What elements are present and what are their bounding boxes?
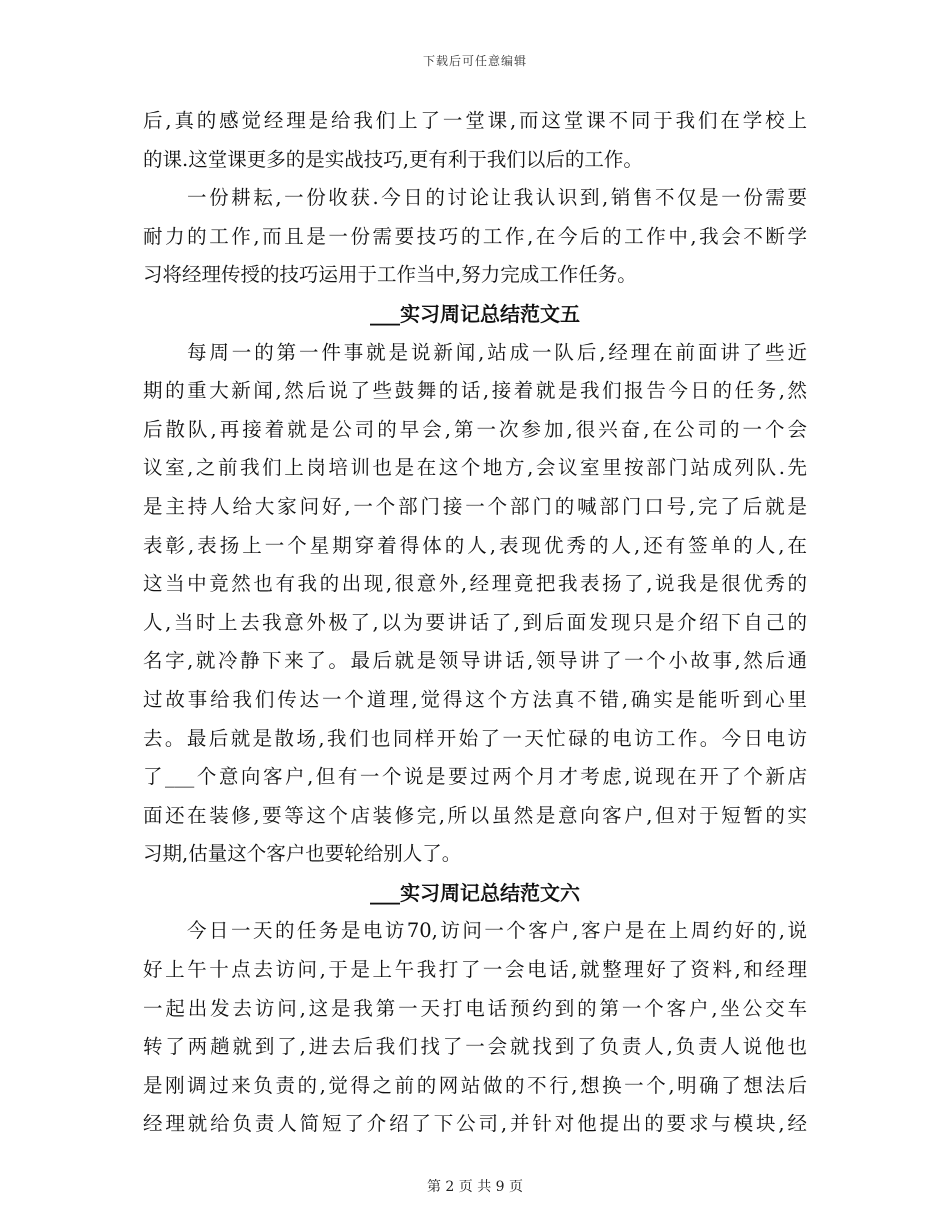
text-line: 了___个意向客户,但有一个说是要过两个月才考虑,说现在开了个新店	[143, 765, 807, 789]
page-number: 第 2 页 共 9 页	[426, 1179, 524, 1195]
text-line: 一起出发去访问,这是我第一天打电话预约到的第一个客户,坐公交车	[143, 996, 807, 1020]
document-body	[143, 102, 807, 1144]
text-line: 期的重大新闻,然后说了些鼓舞的话,接着就是我们报告今日的任务,然	[143, 379, 807, 403]
text-line: 这当中竟然也有我的出现,很意外,经理竟把我表扬了,说我是很优秀的	[143, 572, 807, 596]
page-header: 下载后可任意编辑	[422, 54, 527, 68]
text-line: 后,真的感觉经理是给我们上了一堂课,而这堂课不同于我们在学校上	[143, 109, 807, 132]
text-line: 后散队,再接着就是公司的早会,第一次参加,很兴奋,在公司的一个会	[143, 417, 807, 441]
text-line: 今日一天的任务是电访70,访问一个客户,客户是在上周约好的,说	[187, 919, 807, 943]
section-heading: ___实习周记总结范文六	[370, 880, 580, 905]
text-line: 每周一的第一件事就是说新闻,站成一队后,经理在前面讲了些近	[187, 340, 807, 364]
text-line: 去。最后就是散场,我们也同样开始了一天忙碌的电访工作。今日电访	[143, 726, 807, 750]
text-line: 名字,就冷静下来了。最后就是领导讲话,领导讲了一个小故事,然后通	[143, 649, 807, 673]
text-line: 议室,之前我们上岗培训也是在这个地方,会议室里按部门站成列队.先	[143, 456, 807, 480]
text-line: 的课.这堂课更多的是实战技巧,更有利于我们以后的工作。	[143, 147, 643, 171]
text-line: 人,当时上去我意外极了,以为要讲话了,到后面发现只是介绍下自己的	[143, 610, 807, 634]
text-line: 好上午十点去访问,于是上午我打了一会电话,就整理好了资料,和经理	[143, 958, 807, 982]
text-line: 习期,估量这个客户也要轮给别人了。	[143, 842, 462, 866]
text-line: 过故事给我们传达一个道理,觉得这个方法真不错,确实是能听到心里	[143, 687, 807, 711]
text-line: 是刚调过来负责的,觉得之前的网站做的不行,想换一个,明确了想法后	[143, 1073, 807, 1097]
text-line: 面还在装修,要等这个店装修完,所以虽然是意向客户,但对于短暂的实	[143, 803, 807, 827]
text-line: 转了两趟就到了,进去后我们找了一会就找到了负责人,负责人说他也	[143, 1035, 807, 1059]
text-line: 经理就给负责人简短了介绍了下公司,并针对他提出的要求与模块,经	[143, 1112, 807, 1136]
text-line: 习将经理传授的技巧运用于工作当中,努力完成工作任务。	[143, 263, 637, 287]
text-line: 耐力的工作,而且是一份需要技巧的工作,在今后的工作中,我会不断学	[143, 224, 807, 248]
text-line: 是主持人给大家问好,一个部门接一个部门的喊部门口号,完了后就是	[143, 494, 807, 518]
section-heading: ___实习周记总结范文五	[370, 301, 580, 326]
text-line: 表彰,表扬上一个星期穿着得体的人,表现优秀的人,还有签单的人,在	[143, 533, 807, 557]
text-line: 一份耕耘,一份收获.今日的讨论让我认识到,销售不仅是一份需要	[187, 186, 807, 210]
